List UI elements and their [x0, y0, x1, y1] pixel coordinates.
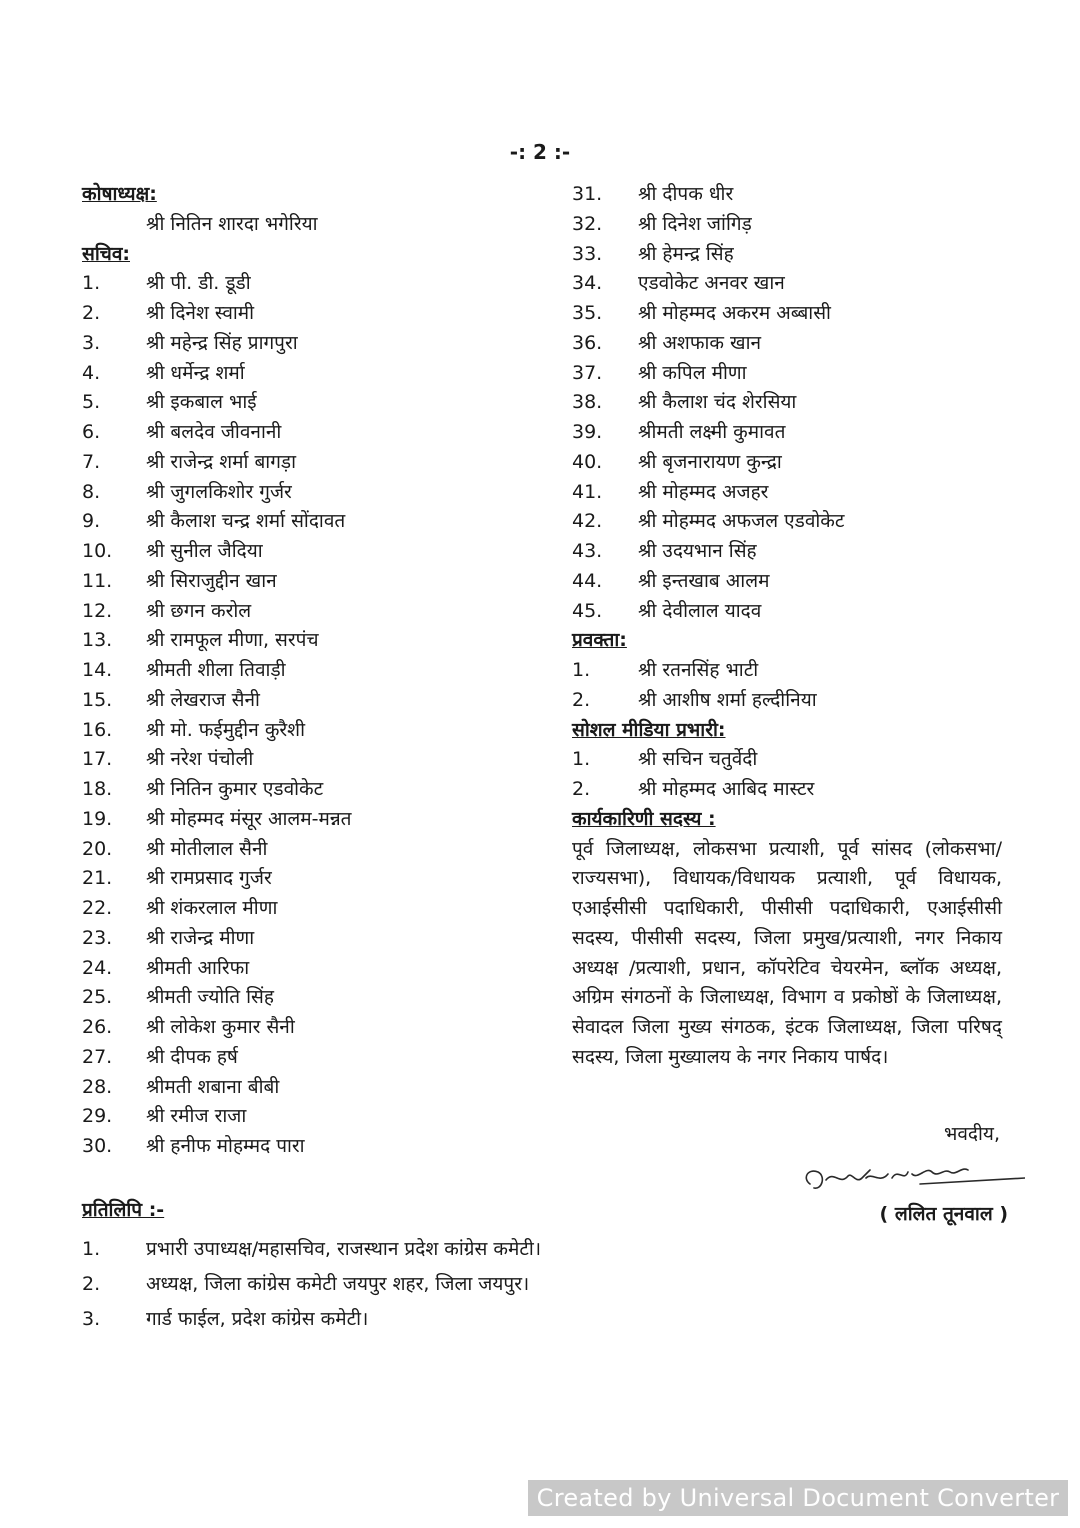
item-number: 10. [82, 540, 113, 562]
list-item [82, 359, 552, 389]
list-item [572, 597, 1012, 627]
item-number: 1. [572, 659, 591, 681]
item-name: श्री मोहम्मद अफजल एडवोकेट [638, 510, 845, 533]
item-name: श्री जुगलकिशोर गुर्जर [146, 480, 292, 503]
page-number: -: 2 :- [509, 140, 571, 164]
item-number: 5. [82, 391, 101, 414]
item-number: 23. [82, 926, 113, 949]
item-name: श्री हेमन्द्र सिंह [638, 242, 734, 265]
item-number: 6. [82, 421, 101, 443]
item-name: श्री आशीष शर्मा हल्दीनिया [638, 688, 817, 711]
list-item [82, 924, 552, 954]
list-item [572, 507, 1012, 537]
list-item [82, 299, 552, 329]
list-item [82, 983, 552, 1013]
list-item [572, 775, 1012, 805]
item-name: श्रीमती शीला तिवाड़ी [146, 659, 286, 681]
list-item [82, 269, 552, 299]
item-name: श्री इन्तखाब आलम [638, 569, 770, 592]
executive-members-text: पूर्व जिलाध्यक्ष, लोकसभा प्रत्याशी, पूर्व सांसद (लोकसभा/ राज्यसभा), विधायक/विधायक प्रत्याशी, पूर्व विधायक, एआईसीसी पदाधिकारी, पीसीसी पदाधिकारी, एआईसीसी सदस्य, पीसीसी सदस्य, जिला प्रमुख/प्रत्याशी, नगर निकाय अध्यक्ष /प्रत्याशी, प्रधान, कॉपरेटिव चेयरमेन, ब्लॉक अध्यक्ष, अग्रिम संगठनों के जिलाध्यक्ष, विभाग व प्रकोष्ठों के जिलाध्यक्ष, सेवादल जिला मुख्य संगठक, इंटक जिलाध्यक्ष, जिला परिषद् सदस्य, जिला मुख्यालय के नगर निकाय पार्षद। [572, 837, 1002, 1068]
item-name: श्री बृजनारायण कुन्द्रा [638, 450, 782, 473]
item-name: श्री दीपक धीर [638, 183, 734, 205]
converter-watermark: Created by Universal Document Converter [528, 1480, 1068, 1516]
item-name: श्री मोहम्मद मंसूर आलम-मन्नत [146, 807, 352, 830]
item-number: 18. [82, 778, 113, 800]
item-number: 41. [572, 480, 603, 503]
item-name: श्री मोहम्मद आबिद मास्टर [638, 778, 815, 800]
item-name: श्री लोकेश कुमार सैनी [146, 1016, 295, 1038]
item-name: श्री उदयभान सिंह [638, 540, 757, 562]
list-item [572, 388, 1012, 418]
item-number: 45. [572, 599, 603, 622]
item-number: 8. [82, 480, 101, 503]
item-name: श्री रामफूल मीणा, सरपंच [146, 629, 319, 652]
secretaries-list-right [572, 180, 1012, 626]
right-column [572, 180, 1012, 1073]
signature-block [800, 1120, 1020, 1226]
item-number: 19. [82, 807, 113, 830]
item-number: 26. [82, 1016, 113, 1038]
list-item [572, 269, 1012, 299]
item-number: 16. [82, 718, 113, 741]
item-name: श्री राजेन्द्र मीणा [146, 926, 255, 949]
closing-yours: भवदीय, [944, 1123, 1000, 1145]
item-number: 27. [82, 1045, 113, 1068]
spokespersons-list [572, 656, 1012, 716]
list-item [82, 775, 552, 805]
item-number: 34. [572, 272, 603, 295]
list-item [82, 894, 552, 924]
list-item [82, 388, 552, 418]
item-number: 28. [82, 1075, 113, 1098]
item-number: 7. [82, 450, 101, 473]
item-name: श्रीमती ज्योति सिंह [146, 986, 274, 1009]
item-number: 12. [82, 599, 113, 622]
item-number: 2. [82, 302, 101, 324]
item-number: 37. [572, 361, 603, 384]
item-name: श्री हनीफ मोहम्मद पारा [146, 1135, 305, 1157]
item-number: 22. [82, 897, 113, 919]
item-name: श्री कैलाश चन्द्र शर्मा सोंदावत [146, 510, 346, 533]
left-column [82, 180, 552, 1162]
item-number: 24. [82, 956, 113, 979]
item-number: 38. [572, 391, 603, 414]
item-number: 21. [82, 867, 113, 890]
item-number: 3. [82, 1307, 101, 1330]
item-name: श्री सचिन चतुर्वेदी [638, 748, 758, 771]
list-item [572, 299, 1012, 329]
item-name: श्री बलदेव जीवनानी [146, 421, 282, 443]
list-item [82, 1232, 782, 1267]
treasurer-heading: कोषाध्यक्ष: [82, 183, 157, 205]
list-item [82, 418, 552, 448]
item-number: 14. [82, 659, 113, 681]
list-item [82, 507, 552, 537]
item-name: श्री पी. डी. डूडी [146, 272, 251, 295]
item-name: श्री कपिल मीणा [638, 361, 747, 384]
list-item [82, 1302, 782, 1337]
item-name: श्री इकबाल भाई [146, 391, 257, 414]
copies-list [82, 1232, 782, 1337]
item-name: श्री सिराजुद्दीन खान [146, 569, 277, 592]
list-item [82, 1043, 552, 1073]
list-item [572, 745, 1012, 775]
list-item [82, 656, 552, 686]
executive-members-heading: कार्यकारिणी सदस्य : [572, 807, 716, 830]
item-name: श्री शंकरलाल मीणा [146, 897, 278, 919]
item-number: 33. [572, 242, 603, 265]
item-number: 32. [572, 212, 603, 235]
item-name: श्री छगन करोल [146, 599, 252, 622]
item-number: 1. [572, 748, 591, 771]
signer-name: ( ललित तूनवाल ) [879, 1203, 1008, 1225]
list-item [572, 418, 1012, 448]
item-name: श्रीमती लक्ष्मी कुमावत [638, 421, 786, 443]
spokespersons-heading: प्रवक्ता: [572, 629, 627, 652]
item-number: 20. [82, 837, 113, 860]
item-number: 3. [82, 331, 101, 354]
item-number: 43. [572, 540, 603, 562]
item-number: 15. [82, 688, 113, 711]
list-item [572, 240, 1012, 270]
item-name: श्री अशफाक खान [638, 331, 762, 354]
item-name: श्री मोहम्मद अकरम अब्बासी [638, 302, 831, 324]
item-name: श्री रतनसिंह भाटी [638, 659, 759, 681]
list-item [82, 537, 552, 567]
item-number: 29. [82, 1105, 113, 1128]
list-item [82, 745, 552, 775]
item-name: प्रभारी उपाध्यक्ष/महासचिव, राजस्थान प्रदेश कांग्रेस कमेटी। [146, 1237, 542, 1260]
item-name: श्री दिनेश जांगिड़ [638, 212, 752, 235]
list-item [82, 1073, 552, 1103]
list-item [82, 329, 552, 359]
item-name: श्री धर्मेन्द्र शर्मा [146, 361, 245, 384]
item-number: 39. [572, 421, 603, 443]
item-name: गार्ड फाईल, प्रदेश कांग्रेस कमेटी। [146, 1307, 369, 1330]
list-item [572, 686, 1012, 716]
item-number: 2. [82, 1272, 101, 1295]
item-number: 4. [82, 361, 101, 384]
social-media-heading: सोशल मीडिया प्रभारी: [572, 718, 726, 741]
item-number: 2. [572, 778, 591, 800]
item-name: श्री मोतीलाल सैनी [146, 837, 268, 860]
item-number: 25. [82, 986, 113, 1009]
list-item [82, 1102, 552, 1132]
item-name: श्री राजेन्द्र शर्मा बागड़ा [146, 450, 296, 473]
item-number: 30. [82, 1135, 113, 1157]
list-item [572, 478, 1012, 508]
list-item [82, 1013, 552, 1043]
item-number: 11. [82, 569, 113, 592]
item-number: 44. [572, 569, 603, 592]
secretaries-list-left [82, 269, 552, 1162]
item-name: श्री सुनील जैदिया [146, 540, 263, 562]
list-item [572, 448, 1012, 478]
item-name: एडवोकेट अनवर खान [638, 272, 785, 295]
item-name: श्री दिनेश स्वामी [146, 302, 255, 324]
list-item [82, 716, 552, 746]
treasurer-name: श्री नितिन शारदा भगेरिया [146, 212, 318, 235]
copies-heading: प्रतिलिपि :- [82, 1199, 165, 1221]
item-name: श्री लेखराज सैनी [146, 688, 260, 711]
item-number: 2. [572, 688, 591, 711]
item-number: 9. [82, 510, 101, 533]
item-name: श्रीमती शबाना बीबी [146, 1075, 280, 1098]
item-name: श्री मो. फईमुद्दीन कुरैशी [146, 718, 306, 741]
item-name: श्रीमती आरिफा [146, 956, 250, 979]
list-item [82, 597, 552, 627]
item-name: श्री कैलाश चंद शेरसिया [638, 391, 797, 414]
item-name: श्री देवीलाल यादव [638, 599, 762, 622]
list-item [82, 1267, 782, 1302]
list-item [82, 835, 552, 865]
item-name: श्री रामप्रसाद गुर्जर [146, 867, 272, 890]
item-number: 40. [572, 450, 603, 473]
handwritten-signature [800, 1150, 1025, 1200]
item-name: अध्यक्ष, जिला कांग्रेस कमेटी जयपुर शहर, जिला जयपुर। [146, 1272, 530, 1295]
item-name: श्री महेन्द्र सिंह प्रागपुरा [146, 331, 298, 354]
secretaries-heading: सचिव: [82, 242, 130, 265]
item-number: 42. [572, 510, 603, 533]
item-number: 17. [82, 748, 113, 771]
item-number: 35. [572, 302, 603, 324]
list-item [82, 448, 552, 478]
list-item [572, 656, 1012, 686]
item-number: 36. [572, 331, 603, 354]
list-item [572, 210, 1012, 240]
list-item [82, 1132, 552, 1162]
item-name: श्री मोहम्मद अजहर [638, 480, 769, 503]
list-item [82, 626, 552, 656]
item-name: श्री नितिन कुमार एडवोकेट [146, 778, 324, 800]
social-media-list [572, 745, 1012, 805]
item-name: श्री रमीज राजा [146, 1105, 247, 1128]
list-item [82, 805, 552, 835]
item-number: 1. [82, 1237, 101, 1260]
list-item [82, 864, 552, 894]
list-item [572, 567, 1012, 597]
item-number: 1. [82, 272, 101, 295]
item-number: 13. [82, 629, 113, 652]
list-item [82, 567, 552, 597]
list-item [572, 537, 1012, 567]
list-item [572, 180, 1012, 210]
item-name: श्री दीपक हर्ष [146, 1045, 238, 1068]
list-item [572, 359, 1012, 389]
list-item [82, 954, 552, 984]
list-item [82, 478, 552, 508]
copies-section [82, 1196, 782, 1337]
item-number: 31. [572, 183, 603, 205]
list-item [572, 329, 1012, 359]
item-name: श्री नरेश पंचोली [146, 748, 254, 771]
list-item [82, 686, 552, 716]
